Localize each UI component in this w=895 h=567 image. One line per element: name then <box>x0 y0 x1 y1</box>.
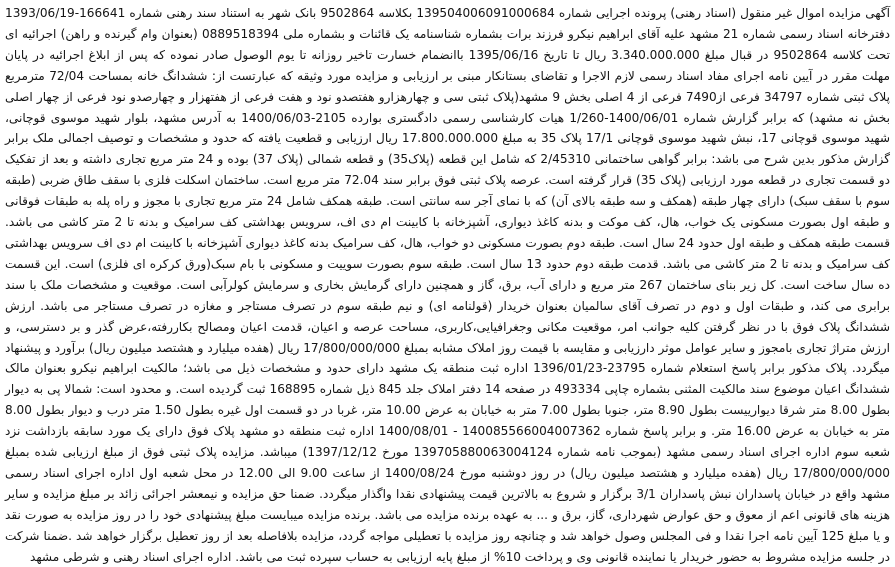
auction-notice-text: آگهی مزایده اموال غیر منقول (اسناد رهنی) پرونده اجرایی شماره 139504006091000684 بکلاسه 9502864 بانک شهر به استناد سند رهنی شماره 166641-1393/06/19 دفترخانه اسناد رسمی شماره 21 مشهد علیه آقای ابراهیم نیکرو فرزند برات بشماره شناسنامه یک قائنات و بشماره ملی 0889518394 (بعنوان وام گیرنده و راهن) اجرائیه ای تحت کلاسه 9502864 در قبال مبلغ 3.340.000.000 ریال تا تاریخ 1395/06/16 باانضمام خسارت تاخیر روزانه تا یوم الوصول صادر نموده که پس از ابلاغ اجرائیه در پایان مهلت مقرر در آیین نامه اجرای مفاد اسناد رسمی لازم الاجرا و تقاضای بستانکار مبنی بر ارزیابی و مزایده مورد وثیقه که عبارتست از: ششدانگ خانه بمساحت 72/04 مترمربع پلاک ثبتی شماره 34797 فرعی از7490 فرعی از 4 اصلی بخش 9 مشهد(پلاک ثبتی سی و چهارهزارو هفتصدو نود و هفت فرعی از هفتهزار و چهارصدو نود فرعی از چهار اصلی بخش نه مشهد) که برابر گزارش شماره 1400/06/01-1/260 هیات کارشناسی رسمی دادگستری بوارده 2105-1400/06/03 به آدرس مشهد، بلوار شهید موسوی قوچانی، شهید موسوی قوچانی 17، نبش شهید موسوی قوچانی 17/1 پلاک 35 به مبلغ 17.800.000.000 ریال ارزیابی و قطعیت یافته که حدود و مشخصات و توصیف اجمالی ملک برابر گزارش مذکور بدین شرح می باشد: برابر گواهی ساختمانی 2/45310 که شامل این قطعه (پلاک35) و قطعه شمالی (پلاک 37) بوده و 24 متر مربع تجاری داشته و بعد از تفکیک دو قسمت تجاری در قطعه مورد ارزیابی (پلاک 35) قرار گرفته است. عرصه پلاک ثبتی فوق برابر سند 72.04 متر مربع است. ساختمان اسکلت فلزی با سقف طاق ضربی (طبقه سوم با سقف سبک) دارای چهار طبقه (همکف و سه طبقه بالای آن) که با نمای آجر سه سانتی است. طبقه همکف شامل 24 متر مربع تجاری با مجوز و راه پله به طبقات فوقانی و طبقه اول بصورت مسکونی یک خواب، هال، کف موکت و بدنه کاغذ دیواری، آشپزخانه با کابینت ام دی اف، سرویس بهداشتی کف سرامیک و بدنه تا 2 متر کاشی می باشد. قسمت طبقه همکف و طبقه اول حدود 24 سال است. طبقه دوم بصورت مسکونی دو خواب، هال، کف سرامیک بدنه کاغذ دیواری آشپزخانه با کابینت ام دی اف سرویس بهداشتی کف سرامیک و بدنه تا 2 متر کاشی می باشد. قدمت طبقه دوم حدود 13 سال است. طبقه سوم بصورت سوییت و مسکونی با بام سبک(ورق کرکره ای فلزی) است. این قسمت ده سال ساخت است. کل زیر بنای ساختمان 267 متر مربع و دارای آب، برق، گاز و همچنین دارای گرمایش بخاری و سرمایش کولرآبی است. موقعیت و مشخصات ملک با سند برابری می کند، و طبقات اول و دوم در تصرف آقای سالمیان بعنوان خریدار (قولنامه ای) و نیم طبقه سوم در تصرف مستاجر و مغازه در تصرف مستاجر می باشد. ارزش ششدانگ پلاک فوق با در نظر گرفتن کلیه جوانب امر، موقعیت مکانی وجغرافیایی،کاربری، مساحت عرصه و اعیان، قدمت اعیان ومصالح بکاررفته،عرض گذر و بر دسترسی، و ارزش متراژ تجاری بامجوز و سایر عوامل موثر دارزیابی و مقایسه با قیمت روز املاک مشابه بمبلغ 17/800/000/000 ریال (هفده میلیارد و هشتصد میلیون ریال) برآورد و پیشنهاد میگردد. پلاک مذکور برابر پاسخ استعلام شماره 23795-1396/01/23 اداره ثبت منطقه یک مشهد دارای حدود و مشخصات ذیل می باشد؛ مالکیت ابراهیم نیکرو بعنوان مالک ششدانگ اعیان موضوع سند مالکیت المثنی بشماره چاپی 493334 در صفحه 14 دفتر املاک جلد 845 ذیل شماره 168895 ثبت گردیده است. و محدود است: شمالا پی به دیوار بطول 8.00 متر شرقا دیوارییست بطول 8.90 متر، جنوبا بطول 7.00 متر به خیابان به عرض 10.00 متر، غربا در دو قسمت اول غیره بطول 1.50 متر درب و دیوار بطول 8.00 متر به خیابان به عرض 16.00 متر. و برابر پاسخ شماره 140085566004007362 - 1400/08/01 اداره ثبت منطقه دو مشهد پلاک فوق دارای یک مورد سابقه بازداشت نزد شعبه سوم اداره اجرای اسناد رسمی مشهد (بموجب نامه شماره 139705880063004124 مورخ 1397/12/12) میباشد. مزایده پلاک ثبتی فوق از مبلغ ارزیابی شده بمبلغ 17/800/000/000 ریال (هفده میلیارد و هشتصد میلیون ریال) در روز دوشنبه مورخ 1400/08/24 از ساعت 9.00 الی 12.00 در محل شعبه اول اداره اجرای اسناد رسمی مشهد واقع در خیابان پاسداران نبش پاسداران 3/1 برگزار و شروع به بالاترین قیمت پیشنهادی نقدا واگذار میگردد. ضمنا حق مزایده و نیمعشر اجرائی زائد بر مبلغ مزایده و سایر هزینه های قانونی اعم از معوق و حق عوارض شهرداری، گاز، برق و ... به عهده برنده مزایده می باشد. برنده مزایده میبایست مبلغ پیشنهادی خود را در روز مزایده به صورت نقد و یا مبلغ 125 آیین نامه اجرا نقدا و فی المجلس وصول خواهد شد و چنانچه روز مزایده با تعطیلی مواجه گردد، مزایده بلافاصله بعد از روز تعطیل برگزار خواهد شد .ضمنا شرکت در جلسه مزایده مشروط به حضور خریدار یا نماینده قانونی وی و پرداخت 10% از مبلغ پایه ارزیابی به حساب سپرده ثبت می باشد. اداره اجرای اسناد رهنی و شرطی مشهد <box>5 6 891 564</box>
